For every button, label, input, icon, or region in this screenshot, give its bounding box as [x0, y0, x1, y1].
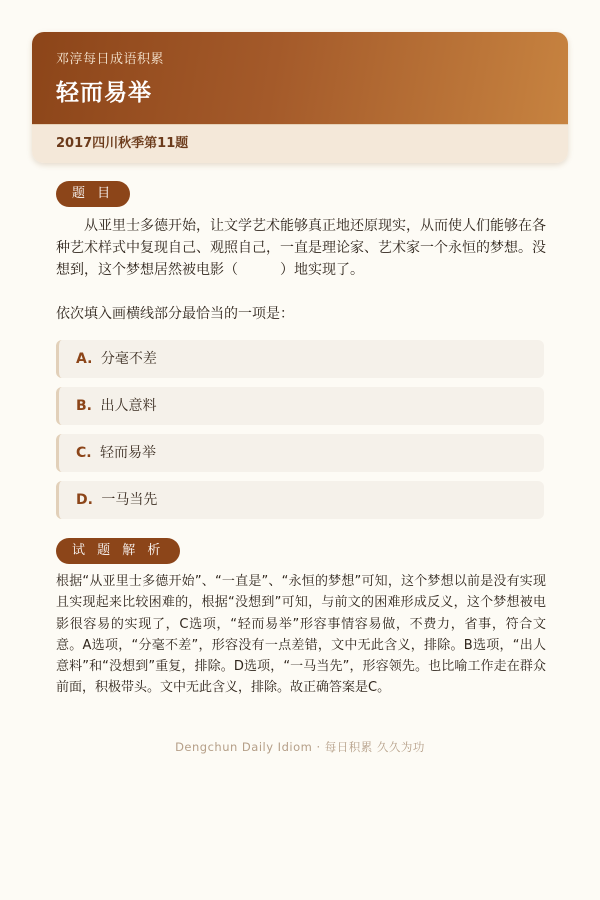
option-letter: A. [76, 351, 93, 367]
footer-text: Dengchun Daily Idiom · 每日积累 久久为功 [175, 740, 425, 754]
idiom-title: 轻而易举 [56, 80, 152, 106]
option-letter: D. [76, 492, 93, 508]
option-c[interactable] [56, 434, 544, 472]
option-a[interactable] [56, 340, 544, 378]
main-content [56, 181, 546, 699]
option-letter: C. [76, 445, 92, 461]
option-text: 一马当先 [101, 492, 158, 508]
options-list [56, 340, 546, 519]
question-label: 题 目 [56, 181, 130, 207]
title-banner [32, 32, 568, 124]
header-card [32, 32, 568, 163]
option-b[interactable] [56, 387, 544, 425]
source-bar [32, 124, 568, 163]
analysis-label: 试 题 解 析 [56, 538, 180, 564]
series-title: 邓淳每日成语积累 [56, 52, 165, 67]
option-d[interactable] [56, 481, 544, 519]
option-text: 轻而易举 [100, 445, 157, 461]
option-text: 出人意料 [100, 398, 157, 414]
question-source: 2017四川秋季第11题 [56, 136, 189, 151]
question-text: 从亚里士多德开始，让文学艺术能够真正地还原现实，从而使人们能够在各种艺术样式中复现自己、观照自己，一直是理论家、艺术家一个永恒的梦想。没想到，这个梦想居然被电影（ ）地实现了。 [56, 218, 546, 278]
analysis-text: 根据“从亚里士多德开始”、“一直是”、“永恒的梦想”可知，这个梦想以前是没有实现且实现起来比较困难的，根据“没想到”可知，与前文的困难形成反义，这个梦想被电影很容易的实现了，C选项，“轻而易举”形容事情容易做，不费力，省事，符合文意。A选项，“分毫不差”，形容没有一点差错，文中无此含义，排除。B选项，“出人意料”和“没想到”重复，排除。D选项，“一马当先”，形容领先。也比喻工作走在群众前面，积极带头。文中无此含义，排除。故正确答案是C。 [56, 574, 546, 696]
option-letter: B. [76, 398, 92, 414]
option-text: 分毫不差 [100, 351, 157, 367]
question-instruction: 依次填入画横线部分最恰当的一项是： [56, 306, 294, 322]
